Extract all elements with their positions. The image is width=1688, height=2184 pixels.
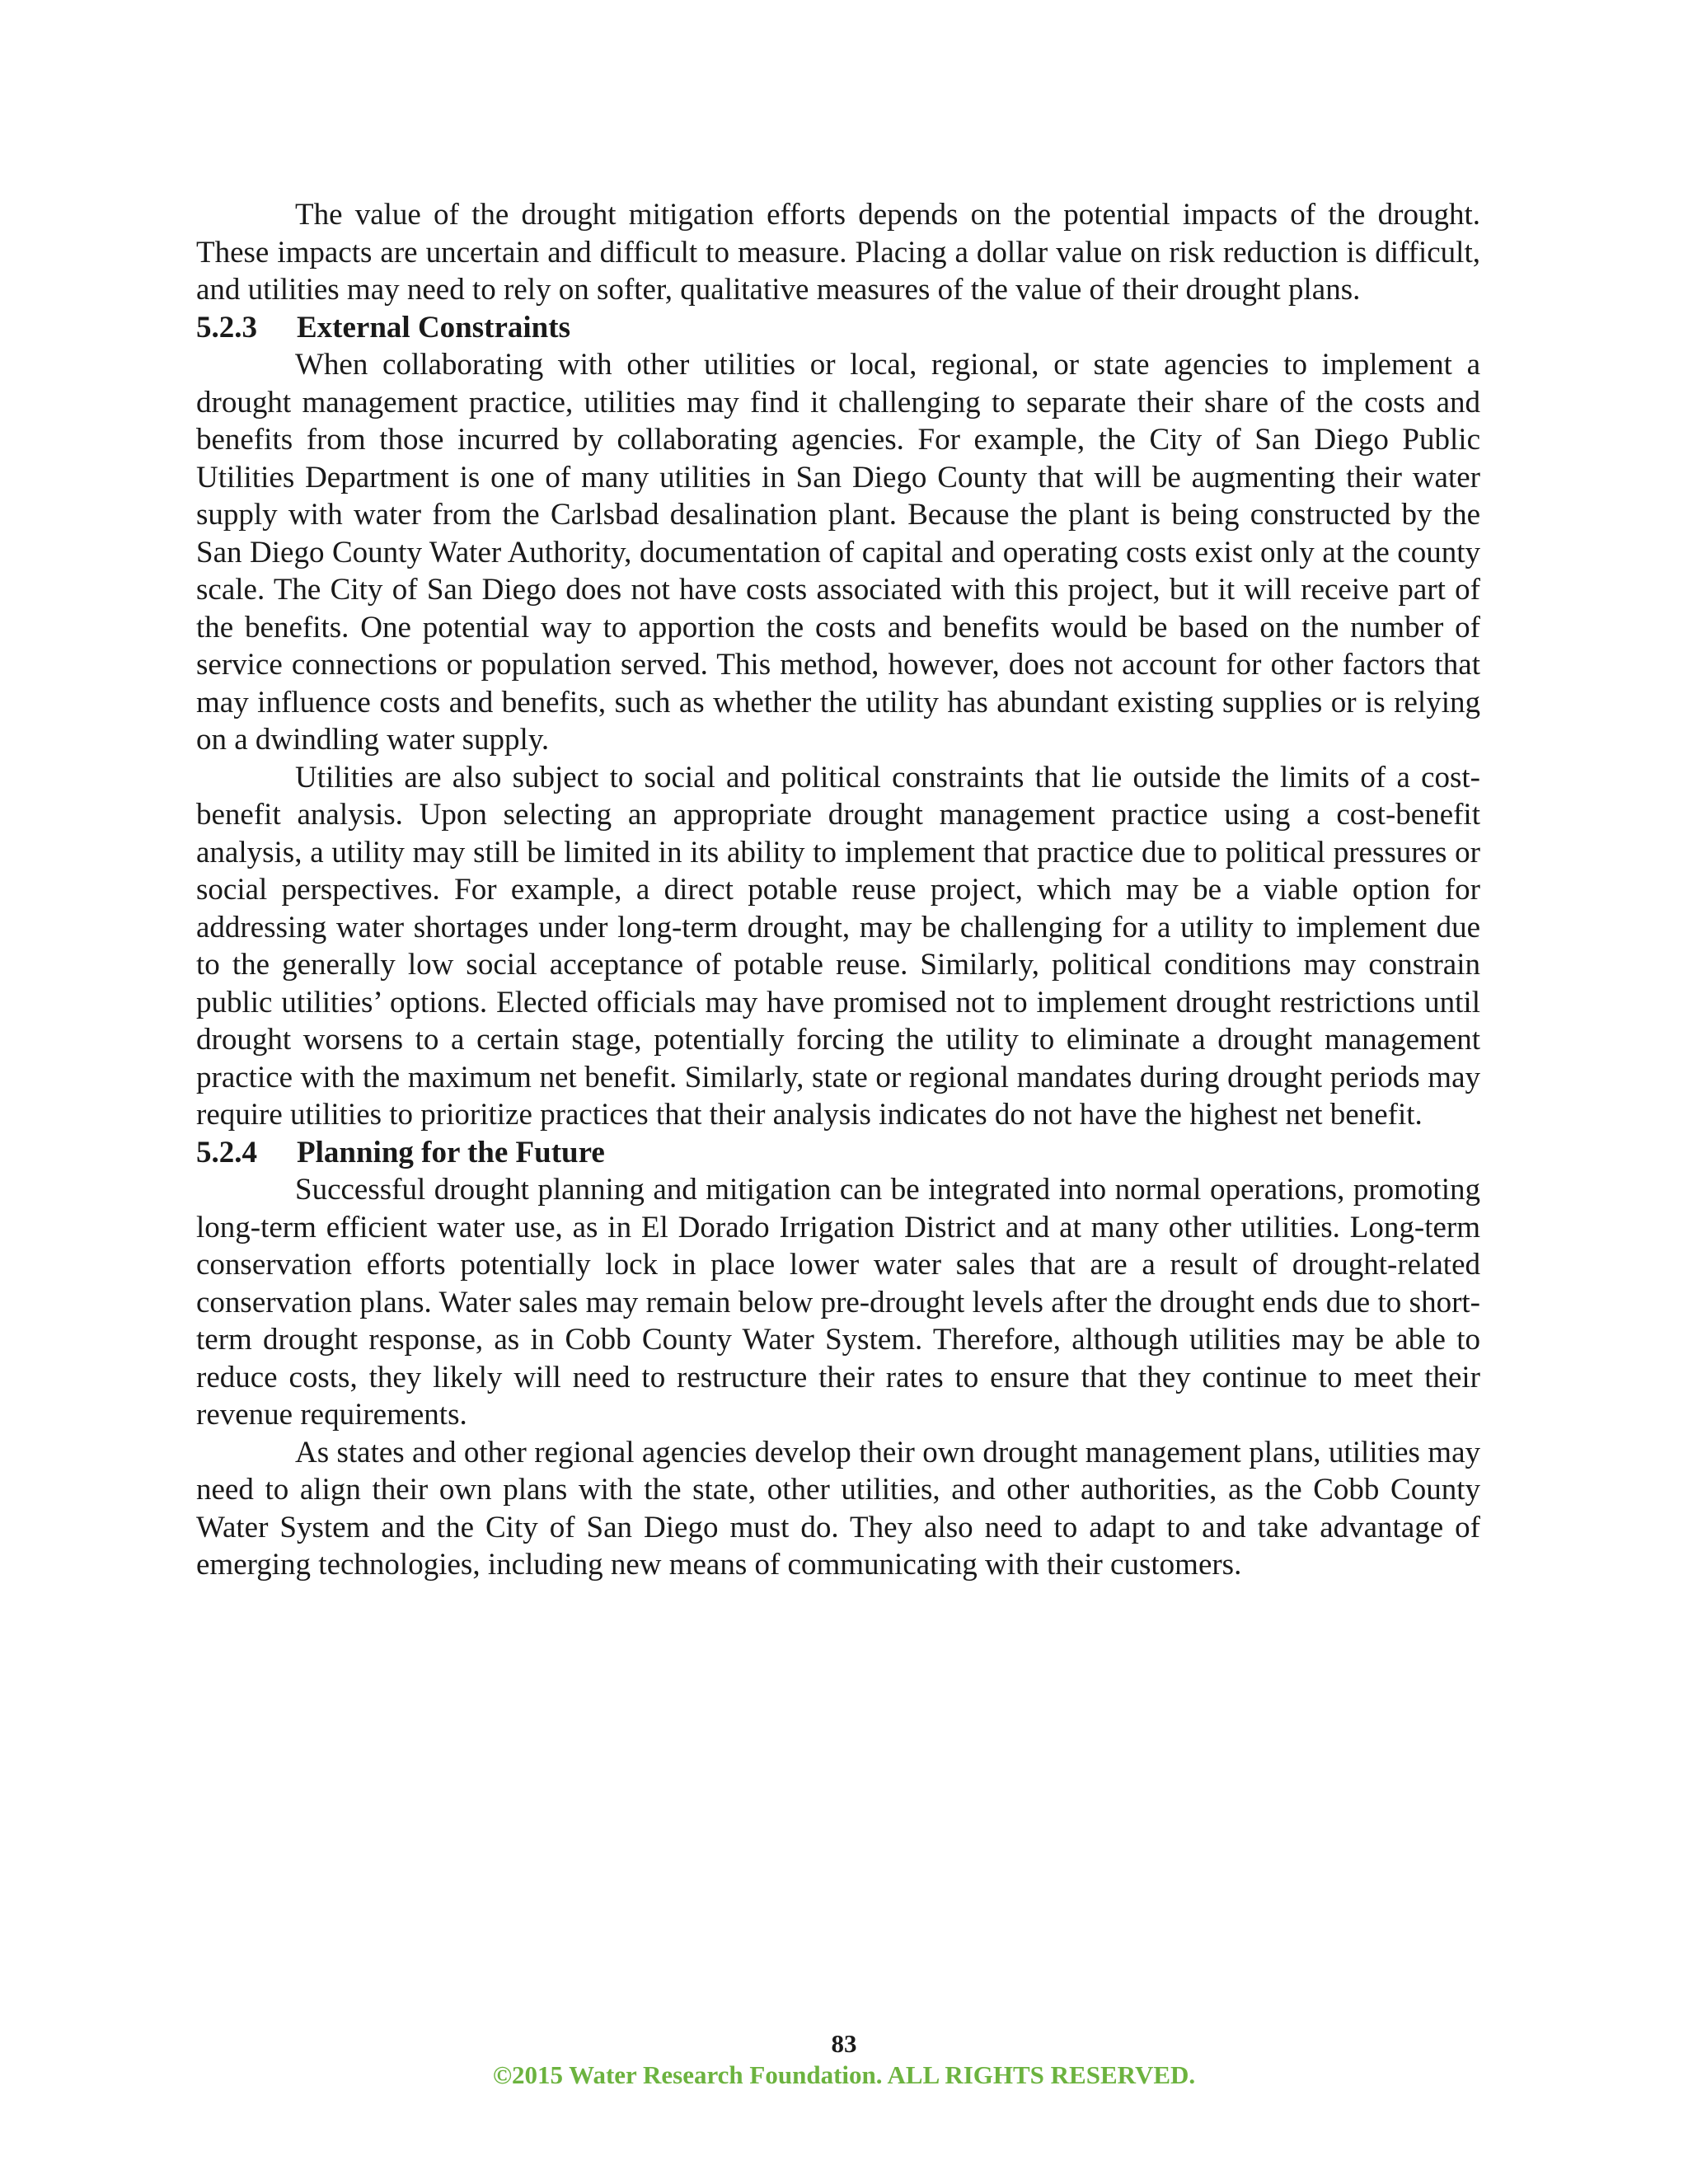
paragraph-planning-future-1: Successful drought planning and mitigation can be integrated into normal operations, promoting long-term efficient water use, as in El Dorado Irrigation District and at many other utilities. Long-term conservation efforts potentially lock in place lower water sales that are a result of drought-related conservation plans. Water sales may remain below pre-drought levels after the drought ends due to short-term drought response, as in Cobb County Water System. Therefore, although utilities may be able to reduce costs, they likely will need to restructure their rates to ensure that they continue to meet their revenue requirements.: [196, 1173, 1480, 1432]
intro-paragraph: The value of the drought mitigation efforts depends on the potential impacts of the drought. These impacts are uncertain and difficult to measure. Placing a dollar value on risk reduction is difficult, and utilities may need to rely on softer, qualitative measures of the value of their drought plans.: [196, 198, 1480, 307]
section-title: External Constraints: [297, 310, 570, 344]
document-body: [196, 196, 1480, 1584]
paragraph-planning-future-2: As states and other regional agencies develop their own drought management plans, utilities may need to align their own plans with the state, other utilities, and other authorities, as the Cobb County Water System and the City of San Diego must do. They also need to adapt to and take advantage of emerging technologies, including new means of communicating with their customers.: [196, 1435, 1480, 1582]
section-heading-5-2-4: [196, 1134, 1480, 1172]
paragraph-external-constraints-2: Utilities are also subject to social and political constraints that lie outside the limits of a cost-benefit analysis. Upon selecting an appropriate drought management practice using a cost-benefit analysis, a utility may still be limited in its ability to implement that practice due to political pressures or social perspectives. For example, a direct potable reuse project, which may be a viable option for addressing water shortages under long-term drought, may be challenging for a utility to implement due to the generally low social acceptance of potable reuse. Similarly, political conditions may constrain public utilities’ options. Elected officials may have promised not to implement drought restrictions until drought worsens to a certain stage, potentially forcing the utility to eliminate a drought management practice with the maximum net benefit. Similarly, state or regional mandates during drought periods may require utilities to prioritize practices that their analysis indicates do not have the highest net benefit.: [196, 760, 1480, 1132]
page-number: 83: [831, 2029, 857, 2058]
section-heading-5-2-3: [196, 309, 1480, 347]
section-number: 5.2.3: [196, 310, 257, 344]
copyright-notice: ©2015 Water Research Foundation. ALL RIGHTS RESERVED.: [492, 2060, 1196, 2089]
section-number: 5.2.4: [196, 1135, 257, 1169]
paragraph-external-constraints-1: When collaborating with other utilities or local, regional, or state agencies to implement a drought management practice, utilities may find it challenging to separate their share of the costs and benefits from those incurred by collaborating agencies. For example, the City of San Diego Public Utilities Department is one of many utilities in San Diego County that will be augmenting their water supply with water from the Carlsbad desalination plant. Because the plant is being constructed by the San Diego County Water Authority, documentation of capital and operating costs exist only at the county scale. The City of San Diego does not have costs associated with this project, but it will receive part of the benefits. One potential way to apportion the costs and benefits would be based on the number of service connections or population served. This method, however, does not account for other factors that may influence costs and benefits, such as whether the utility has abundant existing supplies or is relying on a dwindling water supply.: [196, 348, 1480, 757]
section-title: Planning for the Future: [297, 1135, 605, 1169]
